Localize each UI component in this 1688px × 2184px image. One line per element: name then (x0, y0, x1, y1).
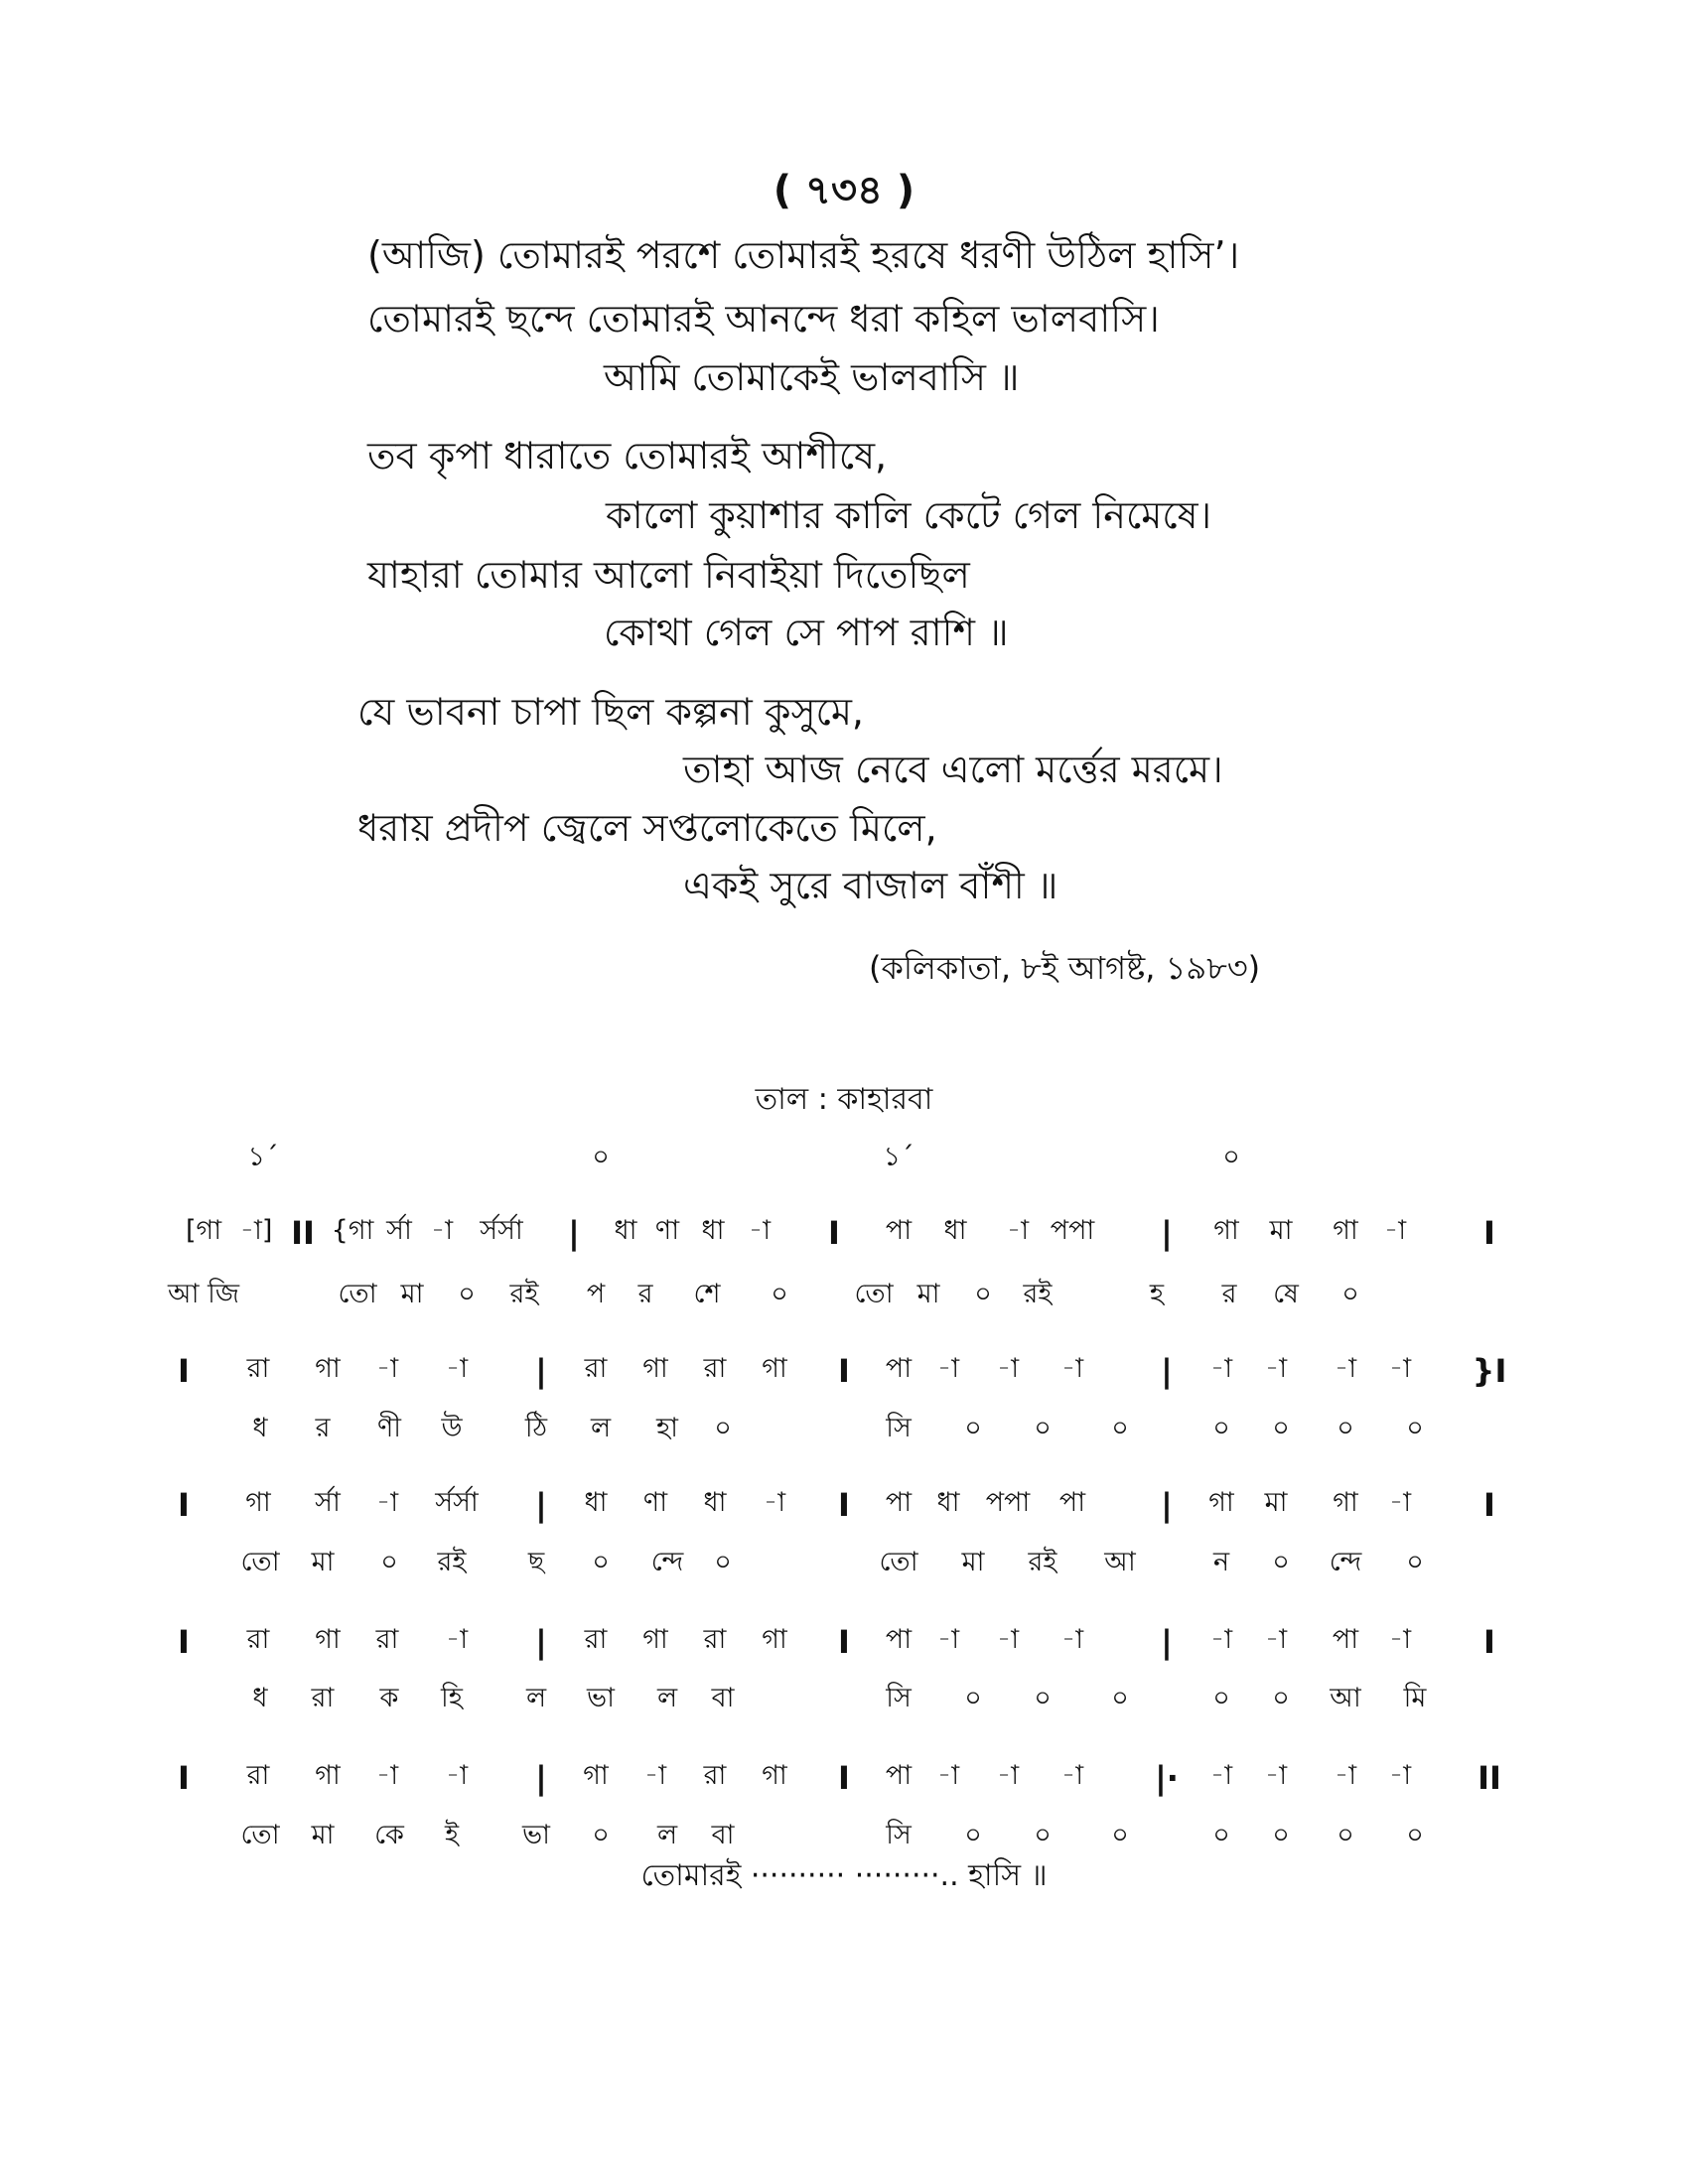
lyric-syllable: সি (886, 1683, 912, 1713)
swara-note: গা (315, 1624, 341, 1655)
swara-note: পা (1332, 1624, 1359, 1655)
lyric-syllable: ০ (1272, 1683, 1290, 1713)
swara-note: ধা (584, 1487, 608, 1518)
swara-note: ধা (936, 1487, 960, 1518)
swara-note: -া (1388, 1624, 1412, 1655)
swara-note: -া (936, 1760, 960, 1791)
swara-note: -া (1209, 1760, 1233, 1791)
swara-note: রা (703, 1624, 727, 1655)
bar-line: | (535, 1759, 547, 1797)
lyric-syllable: প (586, 1279, 606, 1309)
bar-line: | (568, 1214, 580, 1252)
lyric-syllable: আ (1104, 1547, 1136, 1577)
swara-note: রা (246, 1760, 270, 1791)
lyric-syllable: ০ (1111, 1683, 1129, 1713)
lyric-syllable: ছ (527, 1547, 545, 1577)
swara-note: মা (1269, 1215, 1293, 1246)
lyric-syllable: ই (444, 1820, 460, 1850)
lyric-syllable: ০ (1111, 1413, 1129, 1443)
swara-note: -া (763, 1487, 786, 1518)
swara-note: ধা (614, 1215, 637, 1246)
lyric-syllable: তো (240, 1820, 280, 1850)
lyric-syllable: ০ (1034, 1820, 1052, 1850)
swara-note: -া (430, 1215, 454, 1246)
swara-note: গা (762, 1353, 787, 1384)
lyric-syllable: মা (916, 1279, 940, 1309)
lyric-syllable: ০ (592, 1547, 610, 1577)
swara-note: গা (583, 1760, 609, 1791)
swara-note: ধা (701, 1215, 725, 1246)
lyric-syllable: মা (311, 1547, 335, 1577)
lyric-syllable: ধ (252, 1683, 268, 1713)
swara-note: -া (643, 1760, 667, 1791)
beat-mark: ০ (1222, 1142, 1240, 1172)
bar-line: I (178, 1352, 190, 1390)
lyric-syllable: বা (711, 1683, 735, 1713)
lyric-syllable: ল (590, 1413, 612, 1443)
lyric-syllable: ০ (1406, 1413, 1424, 1443)
swara-note: -া (1060, 1353, 1084, 1384)
swara-note: -া (1388, 1760, 1412, 1791)
swara-note: পা (885, 1215, 913, 1246)
swara-note: রা (375, 1624, 399, 1655)
swara-note: -া (445, 1624, 469, 1655)
swara-note: -া (1209, 1624, 1233, 1655)
beat-mark: ১´ (883, 1142, 914, 1172)
lyric-syllable: ০ (1272, 1413, 1290, 1443)
swara-note: গা (315, 1760, 341, 1791)
swara-note: গা (1208, 1487, 1234, 1518)
lyric-syllable: ০ (1212, 1413, 1230, 1443)
bar-line: | (535, 1623, 547, 1661)
swara-note: পা (885, 1760, 913, 1791)
tala-label: তাল : কাহারবা (755, 1082, 933, 1117)
swara-note: র্সা (315, 1487, 341, 1518)
lyric-syllable: ল (656, 1820, 678, 1850)
lyric-syllable: তো (879, 1547, 918, 1577)
bar-line: | (535, 1352, 547, 1390)
swara-note: রা (584, 1353, 608, 1384)
verse-line: (আজি) তোমারই পরশে তোমারই হরষে ধরণী উঠিল হাসি’। (367, 233, 1240, 277)
swara-note: -া (445, 1353, 469, 1384)
swara-note: -া (1209, 1353, 1233, 1384)
bar-line: I (178, 1486, 190, 1524)
swara-note: [গা (185, 1215, 222, 1246)
lyric-syllable: মি (1403, 1683, 1427, 1713)
lyric-syllable: ০ (1034, 1683, 1052, 1713)
lyric-syllable: তো (338, 1279, 377, 1309)
swara-note: পা (885, 1624, 913, 1655)
swara-note: -া (375, 1353, 399, 1384)
swara-note: গা (1333, 1215, 1358, 1246)
lyric-syllable: বা (711, 1820, 735, 1850)
lyric-syllable: ভা (587, 1683, 615, 1713)
lyric-syllable: ল (656, 1683, 678, 1713)
bar-line: II (1477, 1759, 1501, 1797)
verse-line: যাহারা তোমার আলো নিবাইয়া দিতেছিল (367, 553, 970, 597)
swara-note: গা (245, 1487, 271, 1518)
bar-line: | (1161, 1214, 1173, 1252)
swara-note: রা (246, 1353, 270, 1384)
lyric-syllable: ০ (964, 1683, 982, 1713)
swara-note: গা (315, 1353, 341, 1384)
bar-line: I (828, 1214, 840, 1252)
lyric-syllable: ০ (714, 1547, 732, 1577)
swara-note: -া (375, 1487, 399, 1518)
lyric-syllable: রই (1028, 1547, 1057, 1577)
lyric-syllable: ন্দে (1329, 1547, 1362, 1577)
swara-note: গা (642, 1353, 668, 1384)
swara-note: পপা (985, 1487, 1031, 1518)
swara-note: পপা (1050, 1215, 1095, 1246)
bar-line: |· (1155, 1759, 1179, 1797)
bar-line: I (1483, 1623, 1495, 1661)
swara-note: -া (936, 1624, 960, 1655)
swara-note: রা (584, 1624, 608, 1655)
beat-mark: ০ (592, 1142, 610, 1172)
bar-line: I (838, 1759, 850, 1797)
swara-note: -া (1388, 1353, 1412, 1384)
lyric-syllable: রা (311, 1683, 335, 1713)
lyric-syllable: ০ (1406, 1547, 1424, 1577)
lyric-syllable: ০ (1336, 1820, 1354, 1850)
verse-line: একই সুরে বাজাল বাঁশী ॥ (683, 864, 1058, 907)
lyric-syllable: তো (854, 1279, 894, 1309)
lyric-syllable: রই (509, 1279, 539, 1309)
verse-line: ধরায় প্রদীপ জ্বেলে সপ্তলোকেতে মিলে, (357, 806, 937, 850)
swara-note: -া (996, 1760, 1020, 1791)
swara-note: -া (996, 1624, 1020, 1655)
lyric-syllable: রই (1023, 1279, 1053, 1309)
lyric-syllable: ০ (458, 1279, 476, 1309)
swara-note: -া (1264, 1353, 1288, 1384)
lyric-syllable: ০ (1272, 1547, 1290, 1577)
swara-note: ণা (654, 1215, 680, 1246)
lyric-syllable: ণী (376, 1413, 402, 1443)
bar-line: | (1161, 1352, 1173, 1390)
verse-line: কালো কুয়াশার কালি কেটে গেল নিমেষে। (606, 493, 1212, 537)
swara-note: ণা (642, 1487, 668, 1518)
swara-note: র্সর্সা (480, 1215, 523, 1246)
lyric-syllable: র (637, 1279, 653, 1309)
swara-note: গা (762, 1760, 787, 1791)
swara-note: -া (1060, 1624, 1084, 1655)
lyric-syllable: র (315, 1413, 331, 1443)
swara-note: -া (1383, 1215, 1407, 1246)
swara-note: র্সা (386, 1215, 412, 1246)
swara-note: রা (703, 1353, 727, 1384)
swara-note: -া (996, 1353, 1020, 1384)
swara-note: -া (445, 1760, 469, 1791)
swara-note: পা (1058, 1487, 1086, 1518)
lyric-syllable: ০ (1034, 1413, 1052, 1443)
swara-note: মা (1264, 1487, 1288, 1518)
refrain-line: তোমারই ·········· ·········.. হাসি ॥ (640, 1858, 1048, 1893)
swara-note: {গা (331, 1215, 374, 1246)
bar-line: I (1483, 1214, 1495, 1252)
lyric-syllable: ০ (1336, 1413, 1354, 1443)
lyric-syllable: ০ (1212, 1683, 1230, 1713)
lyric-syllable: আ (1330, 1683, 1361, 1713)
lyric-syllable: ০ (1212, 1820, 1230, 1850)
verse-line: তাহা আজ নেবে এলো মর্ত্তের মরমে। (683, 748, 1223, 791)
lyric-syllable: ষে (1273, 1279, 1299, 1309)
lyric-syllable: শে (693, 1279, 721, 1309)
swara-note: গা (642, 1624, 668, 1655)
verse-line: কোথা গেল সে পাপ রাশি ॥ (604, 611, 1009, 654)
lyric-syllable: উ (441, 1413, 463, 1443)
verse-line: তোমারই ছন্দে তোমারই আনন্দে ধরা কহিল ভালবাসি। (367, 297, 1160, 341)
swara-note: ধা (703, 1487, 727, 1518)
lyric-syllable: রই (437, 1547, 467, 1577)
lyric-syllable: হি (441, 1683, 463, 1713)
lyric-syllable: ০ (1111, 1820, 1129, 1850)
swara-note: -া (1060, 1760, 1084, 1791)
swara-note: -া (1006, 1215, 1030, 1246)
swara-note: -া (936, 1353, 960, 1384)
lyric-syllable: ভা (522, 1820, 550, 1850)
verse-line: তব কৃপা ধারাতে তোমারই আশীষে, (367, 434, 888, 478)
swara-note: গা (762, 1624, 787, 1655)
lyric-syllable: হা (655, 1413, 679, 1443)
lyric-syllable: ০ (964, 1413, 982, 1443)
lyric-syllable: ০ (771, 1279, 788, 1309)
swara-note: র্সর্সা (435, 1487, 479, 1518)
lyric-syllable: ন্দে (650, 1547, 684, 1577)
swara-note: পা (885, 1487, 913, 1518)
swara-note: ধা (943, 1215, 967, 1246)
lyric-syllable: ০ (1272, 1820, 1290, 1850)
lyric-syllable: ক (379, 1683, 399, 1713)
swara-note: রা (703, 1760, 727, 1791)
bar-line: | (535, 1486, 547, 1524)
swara-note: -া (375, 1760, 399, 1791)
lyric-syllable: র (1221, 1279, 1237, 1309)
bar-line: | (1161, 1486, 1173, 1524)
lyric-syllable: ল (525, 1683, 547, 1713)
swara-note: -া (1264, 1760, 1288, 1791)
lyric-syllable: মা (400, 1279, 424, 1309)
swara-note: -া] (239, 1215, 273, 1246)
bar-line: I (838, 1623, 850, 1661)
lyric-syllable: মা (961, 1547, 985, 1577)
date-note: (কলিকাতা, ৮ই আগষ্ট, ১৯৮৩) (869, 949, 1261, 987)
bar-line: I (178, 1623, 190, 1661)
lyric-syllable: ন (1212, 1547, 1230, 1577)
lyric-syllable: মা (311, 1820, 335, 1850)
swara-note: গা (1213, 1215, 1239, 1246)
swara-note: পা (885, 1353, 913, 1384)
lyric-syllable: ০ (592, 1820, 610, 1850)
lyric-syllable: ০ (1406, 1820, 1424, 1850)
lyric-syllable: ০ (1341, 1279, 1359, 1309)
lyric-syllable: ধ (252, 1413, 268, 1443)
bar-line: I (838, 1352, 850, 1390)
lyric-syllable: সি (886, 1413, 912, 1443)
swara-note: -া (748, 1215, 772, 1246)
lyric-syllable: ০ (714, 1413, 732, 1443)
lyric-syllable: আ জি (168, 1279, 239, 1309)
verse-line: যে ভাবনা চাপা ছিল কল্পনা কুসুমে, (357, 690, 864, 734)
swara-note: -া (1334, 1353, 1357, 1384)
bar-line: I (178, 1759, 190, 1797)
swara-note: -া (1334, 1760, 1357, 1791)
lyric-syllable: ০ (974, 1279, 992, 1309)
lyric-syllable: ০ (964, 1820, 982, 1850)
verse-line: আমি তোমাকেই ভালবাসি ॥ (604, 355, 1020, 399)
lyric-syllable: সি (886, 1820, 912, 1850)
bar-line: I (1483, 1486, 1495, 1524)
swara-note: -া (1388, 1487, 1412, 1518)
swara-note: -া (1264, 1624, 1288, 1655)
lyric-syllable: হ (1149, 1279, 1165, 1309)
swara-note: গা (1333, 1487, 1358, 1518)
lyric-syllable: কে (374, 1820, 404, 1850)
bar-line: II (291, 1214, 315, 1252)
page-number: ( ৭৩৪ ) (773, 168, 915, 213)
swara-note: রা (246, 1624, 270, 1655)
bar-line: | (1161, 1623, 1173, 1661)
bar-line: I (838, 1486, 850, 1524)
lyric-syllable: তো (240, 1547, 280, 1577)
lyric-syllable: ০ (380, 1547, 398, 1577)
beat-mark: ১´ (247, 1142, 279, 1172)
lyric-syllable: ঠি (524, 1413, 548, 1443)
bar-line: }I (1472, 1352, 1507, 1390)
